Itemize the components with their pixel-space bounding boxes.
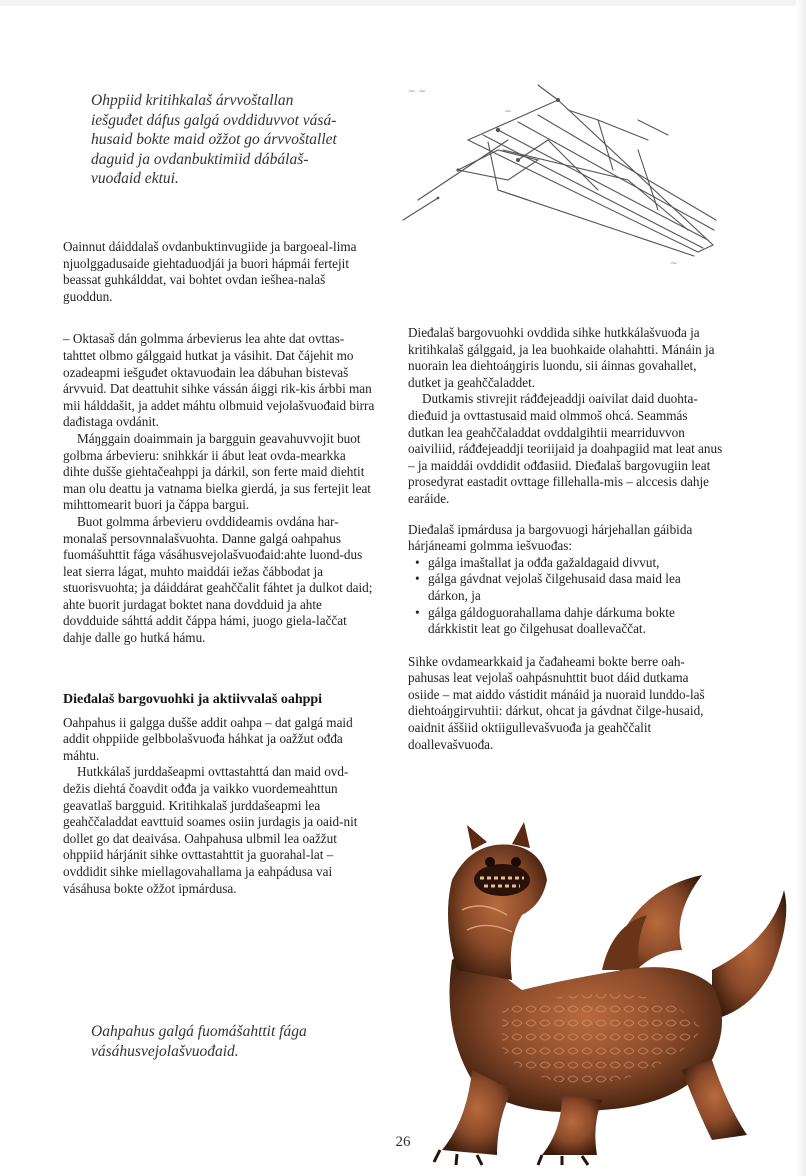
- svg-text:~: ~: [504, 107, 512, 117]
- paragraph: Sihke ovdamearkkaid ja čađaheami bokte berre oah-pahusas leat vejolaš oahpásnuhttit buot dáid dutkama osiide – mat aiddo vástidit mánáid ja nuoraid lunddo-laš diehtoáŋgirvuhtii: dárkut, ohcat ja gávdnat čilge-husaid, oaidnit áššiid oktiigullevašvuođa ja geahččalit doallevašvuođa.: [408, 653, 705, 752]
- paragraph: Oahpahus ii galgga dušše addit oahpa – dat galgá maid addit ohppiide gelbbolašvuođa háhkat ja oažžut ođđa máhtu.: [63, 714, 353, 763]
- paragraph: – Oktasaš dán golmma árbevierus lea ahte dat ovttas-tahttet olbmo gálggaid hutkat ja vásihit. Dat čájehit mo ozadeapmi iešguđet oktavuođain lea dábuhan bistevaš árvvuid. Dat deattuhit sihke vássán áiggi rik-kis árbbi man mii hálddašit, ja addet máhtu olbmuid vejolašvuođaid birra dađistaga ovdánit.: [63, 331, 375, 430]
- page-number: 26: [395, 1134, 411, 1150]
- list-item: • gálga gávdnat vejolaš čilgehusaid dasa maid lea dárkon, ja: [408, 571, 723, 604]
- right-column: [408, 325, 723, 753]
- section-heading: Dieđalaš bargovuohki ja aktiivvalaš oahppi: [63, 691, 323, 707]
- svg-text:~: ~: [670, 259, 678, 269]
- paragraph: Máŋggain doaimmain ja bargguin geavahuvvojit buot golbma árbevieru: snihkkár ii ábut leat ovda-mearkka dihte dušše giehtačeahppi ja dárkil, son ferte maid diehtit man olu deattu ja vatnama bielka gierdá, ja sus fertejit leat mihttomearit buori ja čáppa bargui.: [63, 430, 371, 513]
- paragraph: Dieđalaš ipmárdusa ja bargovuogi hárjehallan gáibida hárjáneami golmma iešvuođas:: [408, 521, 693, 554]
- paragraph: Hutkkálaš jurddašeapmi ovttastahttá dan maid ovd-dežis diehtá čoavdit ođđa ja vaikko vuordemeahttun geavatlaš bargguid. Kritihkalaš jurddašeapmi lea geahččaladdat eavttuid soames osiin jurdagis ja oaid-nit dollet go dat deaivása. Oahpahusa ulbmil lea oažžut ohppiid hárjánit sihke ovttastahttit ja guorahal-lat – ovddidit sihke miellagovahallama ja eahpádusa vai vásáhusa bokte ožžot ipmárdusa.: [63, 764, 358, 896]
- paragraph: Dieđalaš bargovuohki ovddida sihke hutkkálašvuođa ja kritihkalaš gálggaid, ja lea buohkaide olahahtti. Mánáin ja nuorain lea diehtoáŋgiris luondu, sii áinnas govahallet, dutket ja geahččaladdet.: [408, 325, 715, 390]
- pull-quote-bottom: Oahpahus galgá fuomášahttit fága vásáhusvejolašvuođaid.: [91, 1023, 307, 1060]
- left-column: [63, 239, 375, 897]
- list-item: • gálga gáldoguorahallama dahje dárkuma bokte dárkkistit leat go čilgehusat doallevaččat.: [408, 605, 723, 638]
- svg-text:~ ~: ~ ~: [408, 87, 426, 97]
- bullet-list: [408, 555, 723, 638]
- list-item: • gálga imaštallat ja ođđa gažaldagaid divvut,: [408, 555, 723, 572]
- bronze-dragon-sculpture: [412, 820, 797, 1166]
- paragraph: Buot golmma árbevieru ovddideamis ovdána har-monalaš persovnnalašvuohta. Danne galgá oahpahus fuomášuhttit fága vásáhusvejolašvuođaid:ahte luond-dus leat sierra lágat, muhto maiddái iežas čábbodat ja stuorisvuohta; ja dáiddárat geahččalit fáhtet ja dulkot daid; ahte buorit jurdagat boktet nana dovdduid ja ahte dovdduide sáhttá addit čáppa hámi, juogo giela-laččat dahje dalle go hutká hámu.: [63, 513, 373, 646]
- pull-quote-top: Ohppiid kritihkalaš árvvoštallan iešguđet dáfus galgá ovddiduvvot vásá- husaid bokte maid ožžot go árvvoštallet daguid ja ovdanbuktimiid dábálaš- vuođaid ektui.: [91, 92, 337, 188]
- flying-machine-sketch: [398, 80, 724, 275]
- page-edge: [796, 0, 806, 1176]
- paragraph: Dutkamis stivrejit ráđđejeaddji oaivilat daid duohta-dieđuid ja ovttastusaid maid olmmoš ohcá. Seammás dutkan lea geahččaladdat ovddalgihtii mearriduvvon oaiviliid, ráđđejeaddji teoriijaid ja doahpagiid mat leat anus – ja maiddái ovddidit ođđasiid. Dieđalaš bargovugiin leat prosedyrat eastadit ovttage fillehalla-mis – alccesis dahje earáide.: [408, 391, 723, 506]
- intro-paragraph: Oainnut dáiddalaš ovdanbuktinvugiide ja bargoeal-lima njuolggadusaide giehtaduodjái ja buori hápmái fertejit beassat guhkálddat, vai bohtet ovdan iešhea-nalaš guoddun.: [63, 239, 357, 304]
- top-edge: [0, 0, 806, 6]
